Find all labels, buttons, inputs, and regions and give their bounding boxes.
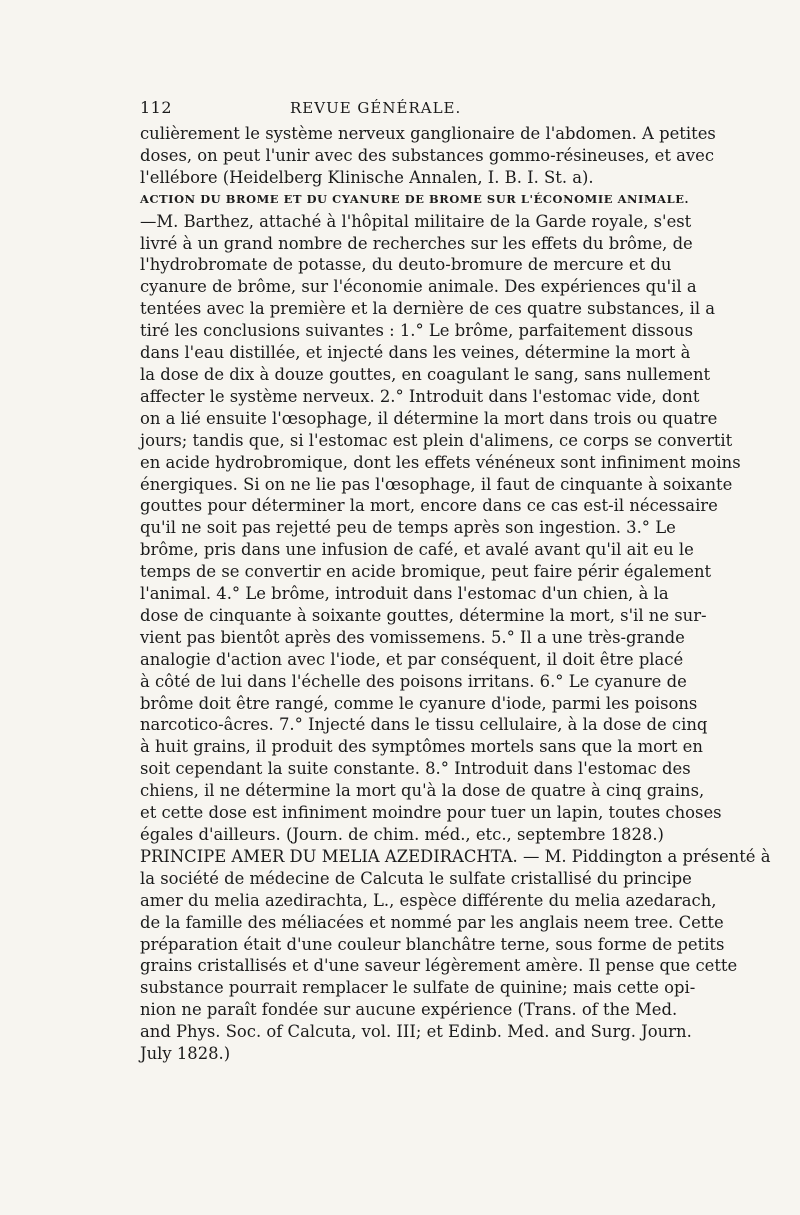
text-line: jours; tandis que, si l'estomac est plein d'alimens, ce corps se convertit [140, 430, 733, 450]
section-heading-melia: PRINCIPE AMER DU MELIA AZEDIRACHTA. — M. Piddington a présenté à [140, 846, 771, 866]
text-line: l'hydrobromate de potasse, du deuto-bromure de mercure et du [140, 255, 672, 275]
text-line: livré à un grand nombre de recherches sur les effets du brôme, de [140, 233, 693, 253]
text-line: narcotico-âcres. 7.° Injecté dans le tissu cellulaire, à la dose de cinq [140, 715, 708, 735]
text-line: la dose de dix à douze gouttes, en coagulant le sang, sans nullement [140, 364, 711, 384]
text-line: on a lié ensuite l'œsophage, il détermine la mort dans trois ou quatre [140, 408, 718, 428]
book-page [140, 98, 771, 1065]
text-line: and Phys. Soc. of Calcuta, vol. III; et Edinb. Med. and Surg. Journ. [140, 1022, 692, 1042]
text-line: en acide hydrobromique, dont les effets vénéneux sont infiniment moins [140, 452, 741, 472]
text-line: à côté de lui dans l'échelle des poisons irritans. 6.° Le cyanure de [140, 671, 687, 691]
text-line: temps de se convertir en acide bromique, peut faire périr également [140, 562, 712, 582]
text-line: l'ellébore (Heidelberg Klinische Annalen, I. B. I. St. a). [140, 167, 594, 187]
text-line: dose de cinquante à soixante gouttes, détermine la mort, s'il ne sur- [140, 605, 707, 625]
running-header [140, 98, 660, 117]
text-line: préparation était d'une couleur blanchâtre terne, sous forme de petits [140, 934, 725, 954]
text-line: l'animal. 4.° Le brôme, introduit dans l'estomac d'un chien, à la [140, 584, 669, 604]
text-line: énergiques. Si on ne lie pas l'œsophage, il faut de cinquante à soixante [140, 474, 733, 494]
text-line: substance pourrait remplacer le sulfate de quinine; mais cette opi- [140, 978, 696, 998]
text-line: et cette dose est infiniment moindre pour tuer un lapin, toutes choses [140, 803, 722, 823]
text-line: qu'il ne soit pas rejetté peu de temps après son ingestion. 3.° Le [140, 518, 676, 538]
text-line: —M. Barthez, attaché à l'hôpital militaire de la Garde royale, s'est [140, 211, 692, 231]
text-line: soit cependant la suite constante. 8.° Introduit dans l'estomac des [140, 759, 691, 779]
text-line: culièrement le système nerveux ganglionaire de l'abdomen. A petites [140, 124, 716, 143]
text-line: brôme doit être rangé, comme le cyanure d'iode, parmi les poisons [140, 693, 698, 713]
text-line: à huit grains, il produit des symptômes mortels sans que la mort en [140, 737, 703, 757]
text-line: brôme, pris dans une infusion de café, et avalé avant qu'il ait eu le [140, 540, 694, 560]
text-line: dans l'eau distillée, et injecté dans les veines, détermine la mort à [140, 343, 691, 363]
text-line: chiens, il ne détermine la mort qu'à la dose de quatre à cinq grains, [140, 781, 705, 801]
text-line: affecter le système nerveux. 2.° Introduit dans l'estomac vide, dont [140, 386, 700, 406]
text-line: doses, on peut l'unir avec des substances gommo-résineuses, et avec [140, 145, 715, 165]
text-line: de la famille des méliacées et nommé par les anglais neem tree. Cette [140, 912, 724, 932]
text-line: amer du melia azedirachta, L., espèce différente du melia azedarach, [140, 890, 717, 910]
page-number: 112 [140, 98, 173, 117]
text-line: vient pas bientôt après des vomissemens. 5.° Il a une très-grande [140, 627, 685, 647]
text-line: la société de médecine de Calcuta le sulfate cristallisé du principe [140, 868, 692, 888]
text-line: tiré les conclusions suivantes : 1.° Le brôme, parfaitement dissous [140, 321, 694, 341]
text-line: gouttes pour déterminer la mort, encore dans ce cas est-il nécessaire [140, 496, 718, 516]
text-line: égales d'ailleurs. (Journ. de chim. méd., etc., septembre 1828.) [140, 825, 664, 844]
text-line: grains cristallisés et d'une saveur légèrement amère. Il pense que cette [140, 956, 738, 976]
text-line: cyanure de brôme, sur l'économie animale. Des expériences qu'il a [140, 277, 697, 297]
body-text [140, 123, 771, 1065]
text-line: July 1828.) [140, 1044, 231, 1064]
text-line: tentées avec la première et la dernière de ces quatre substances, il a [140, 299, 716, 319]
section-heading-brome: ACTION DU BROME ET DU CYANURE DE BROME SUR L'ÉCONOMIE ANIMALE. [140, 191, 690, 206]
text-line: analogie d'action avec l'iode, et par conséquent, il doit être placé [140, 649, 684, 669]
running-title: REVUE GÉNÉRALE. [290, 99, 462, 117]
text-line: nion ne paraît fondée sur aucune expérience (Trans. of the Med. [140, 1000, 678, 1020]
